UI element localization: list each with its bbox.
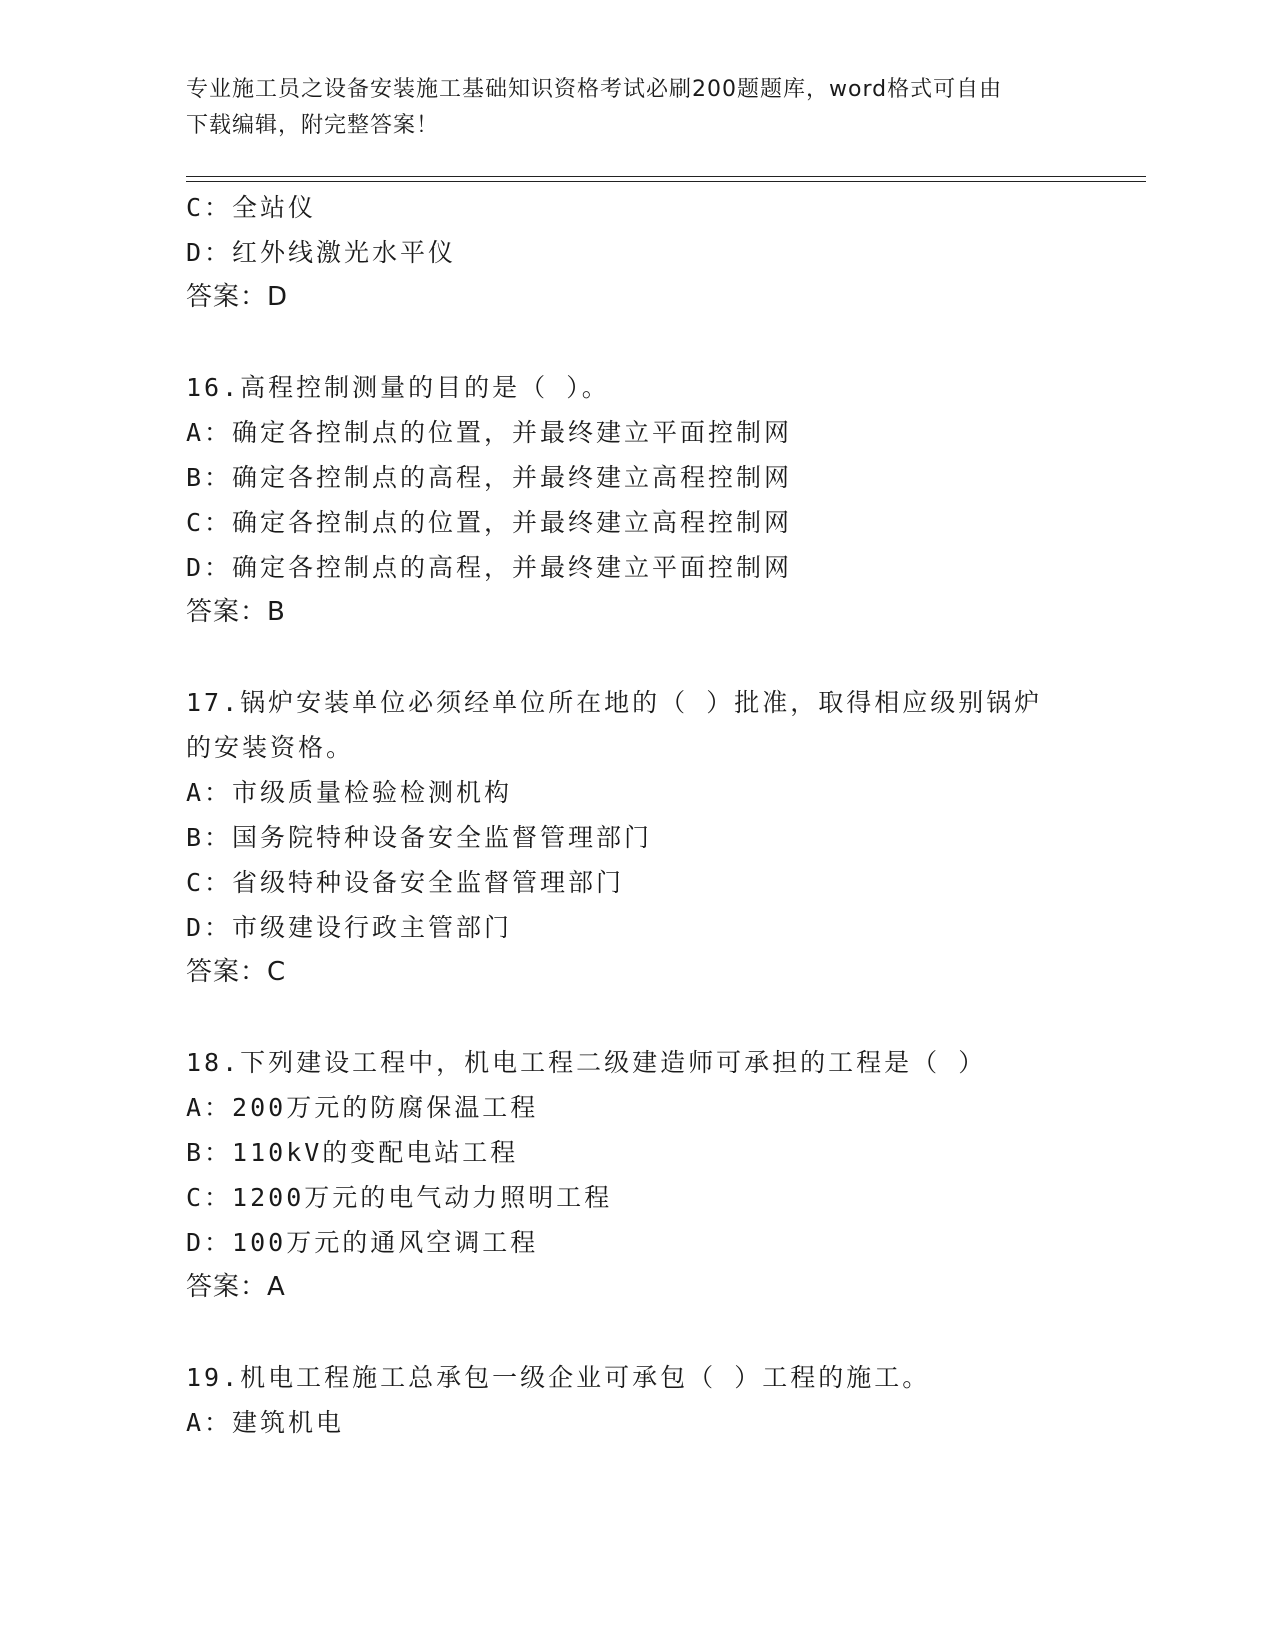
question-stem-line-2: 的安装资格。 — [186, 733, 355, 762]
question-stem: 19.机电工程施工总承包一级企业可承包（ ）工程的施工。 — [186, 1363, 931, 1392]
option-b: B：110kV的变配电站工程 — [186, 1138, 519, 1167]
option-a: A：建筑机电 — [186, 1408, 345, 1437]
answer: 答案：D — [186, 282, 289, 312]
option-d: D：市级建设行政主管部门 — [186, 913, 513, 942]
option-c: C：省级特种设备安全监督管理部门 — [186, 868, 625, 897]
option-a: A：市级质量检验检测机构 — [186, 778, 513, 807]
option-c: C：确定各控制点的位置，并最终建立高程控制网 — [186, 508, 793, 537]
spacer — [186, 635, 1146, 680]
option-d: D：红外线激光水平仪 — [186, 238, 457, 267]
document-header — [186, 72, 1066, 144]
option-b: B：国务院特种设备安全监督管理部门 — [186, 823, 653, 852]
question-18 — [186, 1040, 1146, 1310]
answer: 答案：B — [186, 597, 286, 627]
header-divider — [186, 176, 1146, 182]
option-a: A：确定各控制点的位置，并最终建立平面控制网 — [186, 418, 793, 447]
question-stem: 16.高程控制测量的目的是（ ）。 — [186, 373, 610, 402]
question-stem: 18.下列建设工程中，机电工程二级建造师可承担的工程是（ ） — [186, 1048, 987, 1077]
header-line-1: 专业施工员之设备安装施工基础知识资格考试必刷200题题库，word格式可自由 — [186, 77, 1003, 102]
question-stem-line-1: 17.锅炉安装单位必须经单位所在地的（ ）批准，取得相应级别锅炉 — [186, 688, 1043, 717]
answer: 答案：A — [186, 1272, 286, 1302]
header-line-2: 下载编辑，附完整答案！ — [186, 113, 440, 138]
option-b: B：确定各控制点的高程，并最终建立高程控制网 — [186, 463, 793, 492]
option-d: D：100万元的通风空调工程 — [186, 1228, 539, 1257]
answer: 答案：C — [186, 957, 287, 987]
option-d: D：确定各控制点的高程，并最终建立平面控制网 — [186, 553, 793, 582]
question-list — [186, 185, 1146, 1445]
question-19 — [186, 1355, 1146, 1445]
document-page — [186, 0, 1146, 1650]
option-c: C：1200万元的电气动力照明工程 — [186, 1183, 613, 1212]
spacer — [186, 995, 1146, 1040]
question-15 — [186, 185, 1146, 320]
option-a: A：200万元的防腐保温工程 — [186, 1093, 539, 1122]
spacer — [186, 1310, 1146, 1355]
question-16 — [186, 365, 1146, 635]
option-c: C：全站仪 — [186, 193, 317, 222]
spacer — [186, 320, 1146, 365]
question-17 — [186, 680, 1146, 995]
